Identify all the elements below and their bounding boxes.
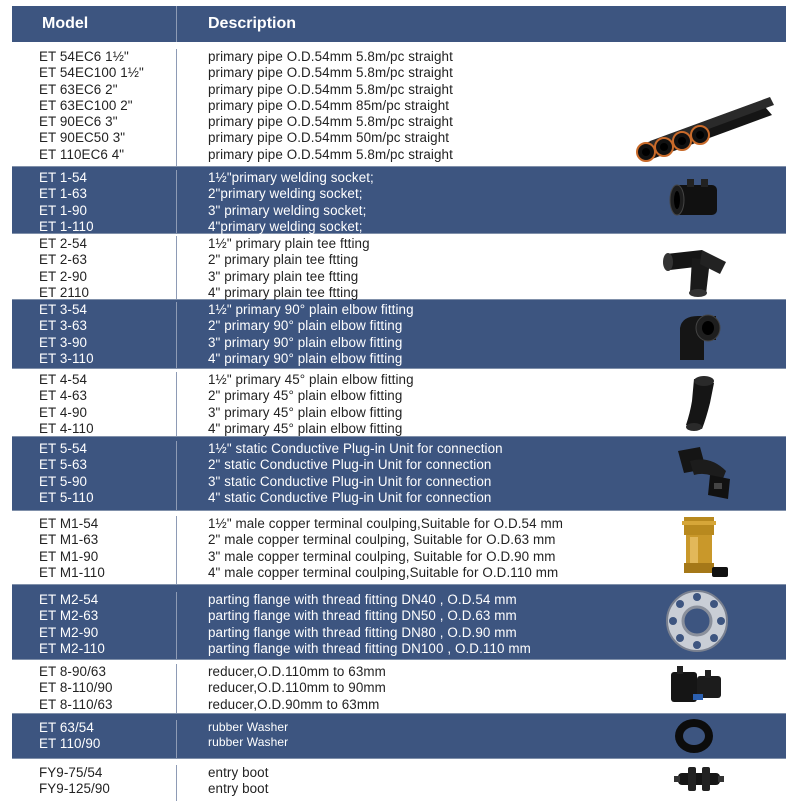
model-text: ET 63/54 <box>39 720 94 735</box>
model-text: ET 8-110/63 <box>39 696 113 712</box>
model-text: ET 2-54 <box>39 236 88 251</box>
product-group-elbow-45 <box>12 369 786 437</box>
model-text: ET 4-63 <box>39 388 88 404</box>
model-text: ET 4-110 <box>39 420 94 436</box>
description-text: parting flange with thread fitting DN50 , O.D.63 mm <box>208 608 517 624</box>
description-text: 3" primary 90° plain elbow fitting <box>208 334 403 350</box>
model-text: ET M1-110 <box>39 564 105 580</box>
elbow-45-icon <box>680 373 720 433</box>
description-text: primary pipe O.D.54mm 5.8m/pc straight <box>208 81 453 97</box>
model-text: ET 8-90/63 <box>39 664 107 679</box>
model-text: ET 1-110 <box>39 218 94 234</box>
description-text: rubber Washer <box>208 720 289 734</box>
product-group-entry-boot <box>12 759 786 801</box>
model-text: ET 2-63 <box>39 252 88 268</box>
description-text: 2"primary welding socket; <box>208 186 363 202</box>
entry-boot-icon <box>674 761 724 797</box>
description-text: 3" primary 45° plain elbow fitting <box>208 404 403 420</box>
description-column-header: Description <box>208 15 297 32</box>
description-text: primary pipe O.D.54mm 5.8m/pc straight <box>208 114 453 130</box>
product-group-flange <box>12 585 786 660</box>
product-group-rubber-washer <box>12 714 786 759</box>
description-text: primary pipe O.D.54mm 5.8m/pc straight <box>208 146 453 162</box>
model-text: ET 1-90 <box>39 202 88 218</box>
model-text: ET 63EC6 2" <box>39 81 118 97</box>
description-text: reducer,O.D.90mm to 63mm <box>208 696 380 712</box>
copper-terminal-icon <box>676 513 730 583</box>
model-text: ET M1-90 <box>39 548 99 564</box>
model-cell <box>12 664 177 713</box>
description-text: reducer,O.D.110mm to 63mm <box>208 664 386 679</box>
model-cell <box>12 236 177 299</box>
model-text: ET 4-54 <box>39 372 88 387</box>
description-text: 3" static Conductive Plug-in Unit for connection <box>208 473 492 489</box>
model-text: ET 90EC50 3" <box>39 130 126 146</box>
product-group-reducer <box>12 660 786 714</box>
description-text: rubber Washer <box>208 734 289 749</box>
model-text: ET 3-63 <box>39 318 88 334</box>
model-text: ET 63EC100 2" <box>39 97 133 113</box>
model-text: ET 4-90 <box>39 404 88 420</box>
description-text: 4" primary 45° plain elbow fitting <box>208 420 403 436</box>
description-text: 4" primary 90° plain elbow fitting <box>208 350 403 366</box>
model-column-header: Model <box>12 6 177 42</box>
description-text: 1½" primary 45° plain elbow fitting <box>208 372 414 387</box>
model-cell <box>12 592 177 659</box>
description-text: 1½" primary 90° plain elbow fitting <box>208 302 414 317</box>
model-cell <box>12 765 177 801</box>
model-text: ET 5-110 <box>39 489 94 505</box>
model-text: ET M1-63 <box>39 532 99 548</box>
plug-in-unit-icon <box>670 441 738 505</box>
description-text: reducer,O.D.110mm to 90mm <box>208 680 386 696</box>
description-text: 2" primary plain tee ftting <box>208 252 359 268</box>
description-text: parting flange with thread fitting DN100 , O.D.110 mm <box>208 640 531 656</box>
welding-socket-icon <box>667 175 727 225</box>
model-text: FY9-75/54 <box>39 765 103 780</box>
model-text: ET M2-110 <box>39 640 105 656</box>
product-group-pipes <box>12 43 786 167</box>
product-group-elbow-90 <box>12 300 786 369</box>
model-text: ET 54EC6 1½" <box>39 49 129 64</box>
model-text: ET 3-110 <box>39 350 94 366</box>
model-text: ET 1-54 <box>39 170 88 185</box>
description-text: 4"primary welding socket; <box>208 218 363 234</box>
model-text: ET 90EC6 3" <box>39 114 118 130</box>
model-cell <box>12 720 177 758</box>
product-group-welding-socket <box>12 167 786 234</box>
model-text: ET 110EC6 4" <box>39 146 125 162</box>
model-text: FY9-125/90 <box>39 781 110 797</box>
description-text: 1½" static Conductive Plug-in Unit for connection <box>208 441 503 456</box>
description-text: 2" primary 90° plain elbow fitting <box>208 318 403 334</box>
table-header <box>12 6 786 43</box>
description-text: 1½" male copper terminal coulping,Suitable for O.D.54 mm <box>208 516 563 531</box>
description-text: parting flange with thread fitting DN40 , O.D.54 mm <box>208 592 517 607</box>
description-text: 1½"primary welding socket; <box>208 170 374 185</box>
model-text: ET M2-90 <box>39 624 99 640</box>
model-text: ET 54EC100 1½" <box>39 65 144 81</box>
description-text: 4" male copper terminal coulping,Suitable for O.D.110 mm <box>208 564 559 580</box>
rubber-washer-icon <box>672 716 716 756</box>
description-text: 4" primary plain tee ftting <box>208 284 359 300</box>
description-text: 3" primary welding socket; <box>208 202 367 218</box>
description-text: 1½" primary plain tee ftting <box>208 236 370 251</box>
model-text: ET 5-63 <box>39 457 88 473</box>
model-text: ET 110/90 <box>39 736 101 752</box>
description-text: 2" primary 45° plain elbow fitting <box>208 388 403 404</box>
product-group-copper-terminal <box>12 511 786 585</box>
description-text: 2" male copper terminal coulping, Suitable for O.D.63 mm <box>208 532 556 548</box>
model-text: ET 3-54 <box>39 302 88 317</box>
description-text: 2" static Conductive Plug-in Unit for connection <box>208 457 492 473</box>
model-text: ET M2-54 <box>39 592 99 607</box>
model-cell <box>12 49 177 166</box>
model-text: ET 2-90 <box>39 268 88 284</box>
description-text: 3" male copper terminal coulping, Suitable for O.D.90 mm <box>208 548 556 564</box>
description-text: entry boot <box>208 781 269 797</box>
description-text: primary pipe O.D.54mm 85m/pc straight <box>208 97 450 113</box>
description-text: parting flange with thread fitting DN80 , O.D.90 mm <box>208 624 517 640</box>
product-table <box>12 6 786 801</box>
tee-fitting-icon <box>662 240 732 298</box>
product-group-plug-in-unit <box>12 437 786 511</box>
description-text: primary pipe O.D.54mm 50m/pc straight <box>208 130 450 146</box>
model-text: ET 2110 <box>39 284 90 300</box>
model-text: ET 3-90 <box>39 334 88 350</box>
description-text: entry boot <box>208 765 269 780</box>
description-text: 3" primary plain tee ftting <box>208 268 359 284</box>
model-cell <box>12 170 177 233</box>
flange-icon <box>662 588 732 654</box>
model-text: ET M1-54 <box>39 516 99 531</box>
model-cell <box>12 372 177 436</box>
description-text: primary pipe O.D.54mm 5.8m/pc straight <box>208 65 453 81</box>
model-text: ET 5-90 <box>39 473 88 489</box>
elbow-90-icon <box>670 306 730 364</box>
model-cell <box>12 441 177 510</box>
model-text: ET M2-63 <box>39 608 99 624</box>
reducer-icon <box>667 664 727 708</box>
pipes-icon <box>630 95 775 165</box>
model-cell <box>12 516 177 584</box>
product-group-tee <box>12 234 786 300</box>
model-text: ET 8-110/90 <box>39 680 113 696</box>
model-cell <box>12 302 177 368</box>
model-text: ET 1-63 <box>39 186 88 202</box>
description-text: 4" static Conductive Plug-in Unit for connection <box>208 489 492 505</box>
description-text: primary pipe O.D.54mm 5.8m/pc straight <box>208 49 453 64</box>
model-text: ET 5-54 <box>39 441 88 456</box>
